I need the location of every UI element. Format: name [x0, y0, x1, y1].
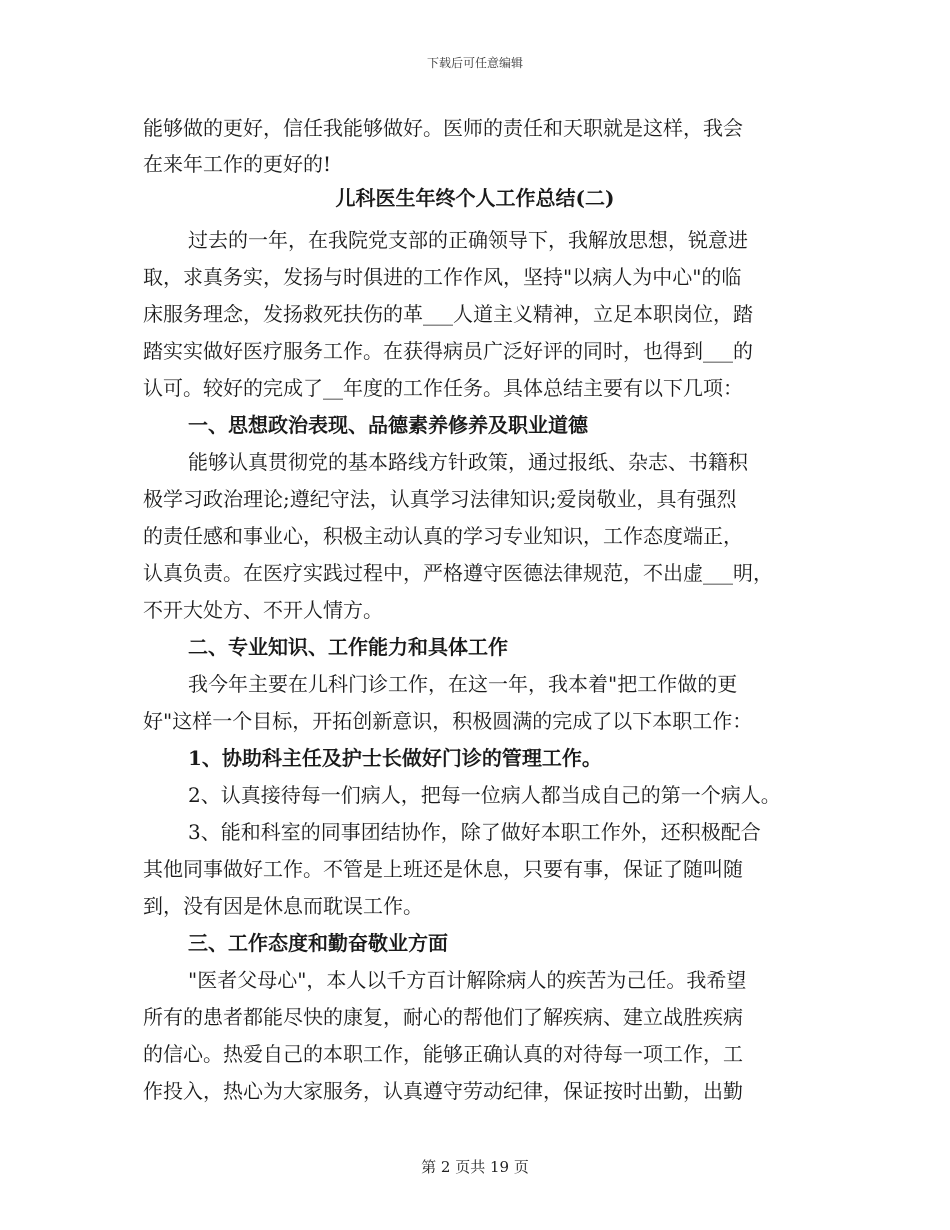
- text-line: 好"这样一个目标，开拓创新意识，积极圆满的完成了以下本职工作：: [143, 709, 753, 733]
- text-line: 能够做的更好，信任我能够做好。医师的责任和天职就是这样，我会: [143, 116, 743, 140]
- text-line: 的信心。热爱自己的本职工作，能够正确认真的对待每一项工作，工: [143, 1042, 743, 1066]
- text-line: 所有的患者都能尽快的康复，耐心的帮他们了解疾病、建立战胜疾病: [143, 1005, 743, 1029]
- page-footer: 第 2 页共 19 页: [421, 1158, 529, 1176]
- page-header: 下载后可任意编辑: [426, 56, 523, 70]
- list-item: 2、认真接待每一们病人，把每一位病人都当成自己的第一个病人。: [188, 783, 781, 807]
- text-line: 踏实实做好医疗服务工作。在获得病员广泛好评的同时，也得到___的: [143, 339, 753, 363]
- text-line: "医者父母心"，本人以千方百计解除病人的疾苦为己任。我希望: [188, 968, 747, 992]
- list-item: 3、能和科室的同事团结协作，除了做好本职工作外，还积极配合: [188, 820, 761, 844]
- section-heading: 一、思想政治表现、品德素养修养及职业道德: [188, 413, 588, 437]
- text-line: 在来年工作的更好的!: [143, 152, 332, 176]
- text-line: 不开大处方、不开人情方。: [143, 598, 383, 622]
- text-line: 我今年主要在儿科门诊工作，在这一年，我本着"把工作做的更: [188, 672, 738, 696]
- text-line: 能够认真贯彻党的基本路线方针政策，通过报纸、杂志、书籍积: [188, 450, 748, 474]
- text-line: 作投入，热心为大家服务，认真遵守劳动纪律，保证按时出勤，出勤: [143, 1079, 743, 1103]
- list-item: 1、协助科主任及护士长做好门诊的管理工作。: [188, 746, 602, 770]
- text-line: 取，求真务实，发扬与时俱进的工作作风，坚持"以病人为中心"的临: [143, 265, 742, 289]
- text-line: 其他同事做好工作。不管是上班还是休息，只要有事，保证了随叫随: [143, 857, 743, 881]
- section-heading: 二、专业知识、工作能力和具体工作: [188, 635, 508, 659]
- text-line: 极学习政治理论;遵纪守法，认真学习法律知识;爱岗敬业，具有强烈: [143, 487, 737, 511]
- text-line: 认真负责。在医疗实践过程中，严格遵守医德法律规范，不出虚___明，: [143, 561, 773, 585]
- text-line: 认可。较好的完成了__年度的工作任务。具体总结主要有以下几项：: [143, 376, 743, 400]
- section-heading: 三、工作态度和勤奋敬业方面: [188, 931, 448, 955]
- section-title: 儿科医生年终个人工作总结(二): [335, 186, 615, 210]
- text-line: 到，没有因是休息而耽误工作。: [143, 894, 423, 918]
- text-line: 床服务理念，发扬救死扶伤的革___人道主义精神，立足本职岗位，踏: [143, 302, 753, 326]
- text-line: 过去的一年，在我院党支部的正确领导下，我解放思想，锐意进: [188, 228, 748, 252]
- text-line: 的责任感和事业心，积极主动认真的学习专业知识，工作态度端正，: [143, 524, 743, 548]
